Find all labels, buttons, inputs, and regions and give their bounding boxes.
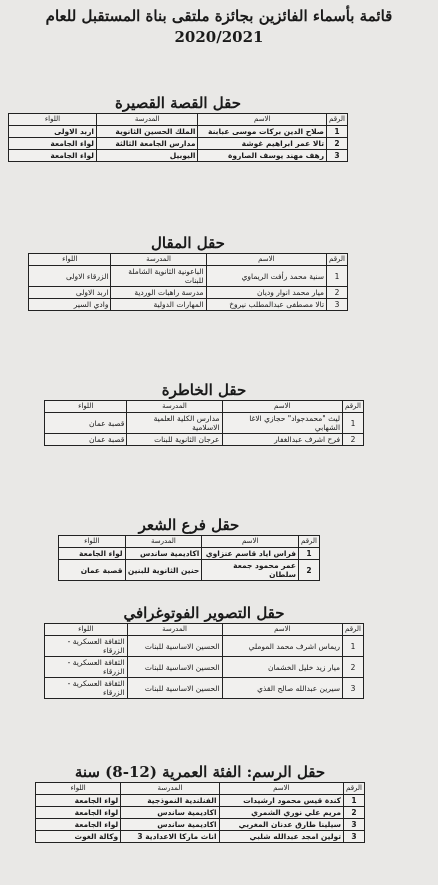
column-header: اللواء	[59, 536, 126, 548]
section-title: حقل فرع الشعر	[138, 516, 240, 534]
table-row	[36, 831, 365, 843]
section-0	[8, 93, 348, 162]
cell-name: ريماس اشرف محمد الموملي	[222, 636, 342, 657]
cell-number: 2	[327, 138, 348, 150]
section-2	[44, 380, 364, 446]
column-header: الرقم	[344, 783, 365, 795]
column-header: المدرسة	[111, 254, 206, 266]
cell-school: الباعونية الثانوية الشاملة للبنات	[111, 266, 206, 287]
column-header: المدرسة	[121, 783, 219, 795]
cell-school: حنين الثانوية للبنين	[125, 560, 202, 581]
cell-district: قصبة عمان	[59, 560, 126, 581]
column-header: المدرسة	[127, 401, 222, 413]
table-row	[45, 434, 364, 446]
table-row	[9, 150, 348, 162]
cell-name: ميار محمد انوار وديان	[206, 287, 326, 299]
table-header-row	[36, 783, 365, 795]
table-row	[45, 413, 364, 434]
table-header-row	[59, 536, 320, 548]
cell-number: 1	[299, 548, 320, 560]
table-row	[9, 126, 348, 138]
cell-district: الثقافة العسكرية - الزرقاء	[45, 678, 128, 699]
column-header: اللواء	[45, 401, 127, 413]
cell-school: اليوبيل	[96, 150, 198, 162]
cell-number: 2	[299, 560, 320, 581]
table-header-row	[29, 254, 348, 266]
cell-name: كندة قيس محمود ارشيدات	[219, 795, 343, 807]
column-header: المدرسة	[125, 536, 202, 548]
cell-number: 3	[344, 831, 365, 843]
cell-school: المهارات الدولية	[111, 299, 206, 311]
cell-district: الزرقاء الاولى	[29, 266, 111, 287]
column-header: الاسم	[202, 536, 299, 548]
cell-school: اكاديمية ساندس	[121, 819, 219, 831]
column-header: المدرسة	[96, 114, 198, 126]
cell-name: تالا عمر ابراهيم غوشة	[198, 138, 327, 150]
cell-district: وكالة الغوث	[36, 831, 121, 843]
column-header: الرقم	[327, 114, 348, 126]
cell-district: لواء الجامعة	[9, 138, 97, 150]
document-title	[8, 6, 430, 48]
section-1	[28, 233, 348, 311]
cell-number: 1	[327, 126, 348, 138]
column-header: اللواء	[45, 624, 128, 636]
column-header: الاسم	[198, 114, 327, 126]
cell-number: 3	[327, 299, 348, 311]
cell-district: لواء الجامعة	[36, 807, 121, 819]
column-header: الرقم	[343, 401, 364, 413]
column-header: الاسم	[219, 783, 343, 795]
column-header: الرقم	[343, 624, 364, 636]
winners-table	[8, 113, 348, 162]
table-row	[36, 819, 365, 831]
cell-number: 2	[343, 657, 364, 678]
table-row	[9, 138, 348, 150]
section-4	[44, 603, 364, 699]
winners-table	[35, 782, 365, 843]
cell-name: رهف مهند يوسف الصاروة	[198, 150, 327, 162]
cell-name: سيرين عبدالله صالح القذي	[222, 678, 342, 699]
cell-school: الحسين الاساسية للبنات	[127, 678, 222, 699]
column-header: الاسم	[222, 624, 342, 636]
column-header: اللواء	[36, 783, 121, 795]
section-5	[35, 762, 365, 843]
cell-school: مدارس الكلية العلمية الاسلامية	[127, 413, 222, 434]
section-title: حقل الخاطرة	[161, 381, 247, 399]
cell-name: فراس اياد قاسم عنزاوي	[202, 548, 299, 560]
cell-name: سيلينا طارق عدنان المغربي	[219, 819, 343, 831]
cell-name: تالا مصطفى عبدالمطلب نيروخ	[206, 299, 326, 311]
winners-table	[44, 623, 364, 699]
cell-number: 3	[344, 819, 365, 831]
cell-district: لواء الجامعة	[9, 150, 97, 162]
table-header-row	[45, 624, 364, 636]
section-title: حقل التصوير الفوتوغرافي	[123, 604, 285, 622]
table-header-row	[9, 114, 348, 126]
winners-table	[44, 400, 364, 446]
cell-number: 1	[327, 266, 348, 287]
cell-name: مريم علي نوري الشمري	[219, 807, 343, 819]
table-row	[36, 807, 365, 819]
document-title-line1: قائمة بأسماء الفائزين بجائزة ملتقى بناة المستقبل للعام	[45, 7, 393, 25]
cell-school: مدارس الجامعة الثالثة	[96, 138, 198, 150]
cell-district: الثقافة العسكرية - الزرقاء	[45, 657, 128, 678]
table-row	[29, 287, 348, 299]
cell-district: لواء الجامعة	[36, 795, 121, 807]
cell-name: فرح اشرف عبدالغفار	[222, 434, 343, 446]
table-row	[36, 795, 365, 807]
cell-name: تولين امجد عبدالله شلبي	[219, 831, 343, 843]
cell-name: عمر محمود جمعة سلطان	[202, 560, 299, 581]
section-3	[58, 515, 320, 581]
column-header: المدرسة	[127, 624, 222, 636]
table-row	[59, 548, 320, 560]
cell-number: 1	[344, 795, 365, 807]
cell-school: اكاديمية ساندس	[125, 548, 202, 560]
cell-district: اربد الاولى	[29, 287, 111, 299]
cell-school: الفنلندية النموذجية	[121, 795, 219, 807]
cell-number: 3	[343, 678, 364, 699]
cell-name: صلاح الدين بركات موسى عبابنة	[198, 126, 327, 138]
table-row	[59, 560, 320, 581]
column-header: اللواء	[9, 114, 97, 126]
cell-district: لواء الجامعة	[59, 548, 126, 560]
cell-number: 2	[344, 807, 365, 819]
winners-table	[28, 253, 348, 311]
document-title-line2: 2020/2021	[174, 28, 264, 46]
cell-number: 1	[343, 636, 364, 657]
column-header: الاسم	[206, 254, 326, 266]
cell-district: وادي السير	[29, 299, 111, 311]
column-header: الرقم	[327, 254, 348, 266]
cell-district: قصبة عمان	[45, 434, 127, 446]
cell-school: اكاديمية ساندس	[121, 807, 219, 819]
cell-school: الملك الحسين الثانوية	[96, 126, 198, 138]
cell-district: الثقافة العسكرية - الزرقاء	[45, 636, 128, 657]
cell-name: سنية محمد رأفت الريماوي	[206, 266, 326, 287]
cell-number: 3	[327, 150, 348, 162]
table-row	[29, 266, 348, 287]
table-row	[45, 657, 364, 678]
table-row	[29, 299, 348, 311]
section-title: حقل المقال	[151, 234, 225, 252]
cell-school: اناث ماركا الاعدادية 3	[121, 831, 219, 843]
table-header-row	[45, 401, 364, 413]
column-header: الاسم	[222, 401, 343, 413]
column-header: الرقم	[299, 536, 320, 548]
section-title: حقل الرسم: الفئة العمرية (12-8) سنة	[74, 763, 326, 781]
cell-school: الحسين الاساسية للبنات	[127, 657, 222, 678]
cell-name: ميار زيد خليل الخشمان	[222, 657, 342, 678]
section-title: حقل القصة القصيرة	[114, 94, 242, 112]
cell-district: اربد الاولى	[9, 126, 97, 138]
cell-name: ليث "محمدجواد" حجازي الاغا الشهابي	[222, 413, 343, 434]
cell-district: قصبة عمان	[45, 413, 127, 434]
table-row	[45, 678, 364, 699]
table-row	[45, 636, 364, 657]
cell-number: 1	[343, 413, 364, 434]
cell-school: مدرسة راهبات الوردية	[111, 287, 206, 299]
column-header: اللواء	[29, 254, 111, 266]
cell-school: عرجان الثانوية للبنات	[127, 434, 222, 446]
cell-number: 2	[327, 287, 348, 299]
winners-table	[58, 535, 320, 581]
cell-school: الحسين الاساسية للبنات	[127, 636, 222, 657]
cell-district: لواء الجامعة	[36, 819, 121, 831]
cell-number: 2	[343, 434, 364, 446]
